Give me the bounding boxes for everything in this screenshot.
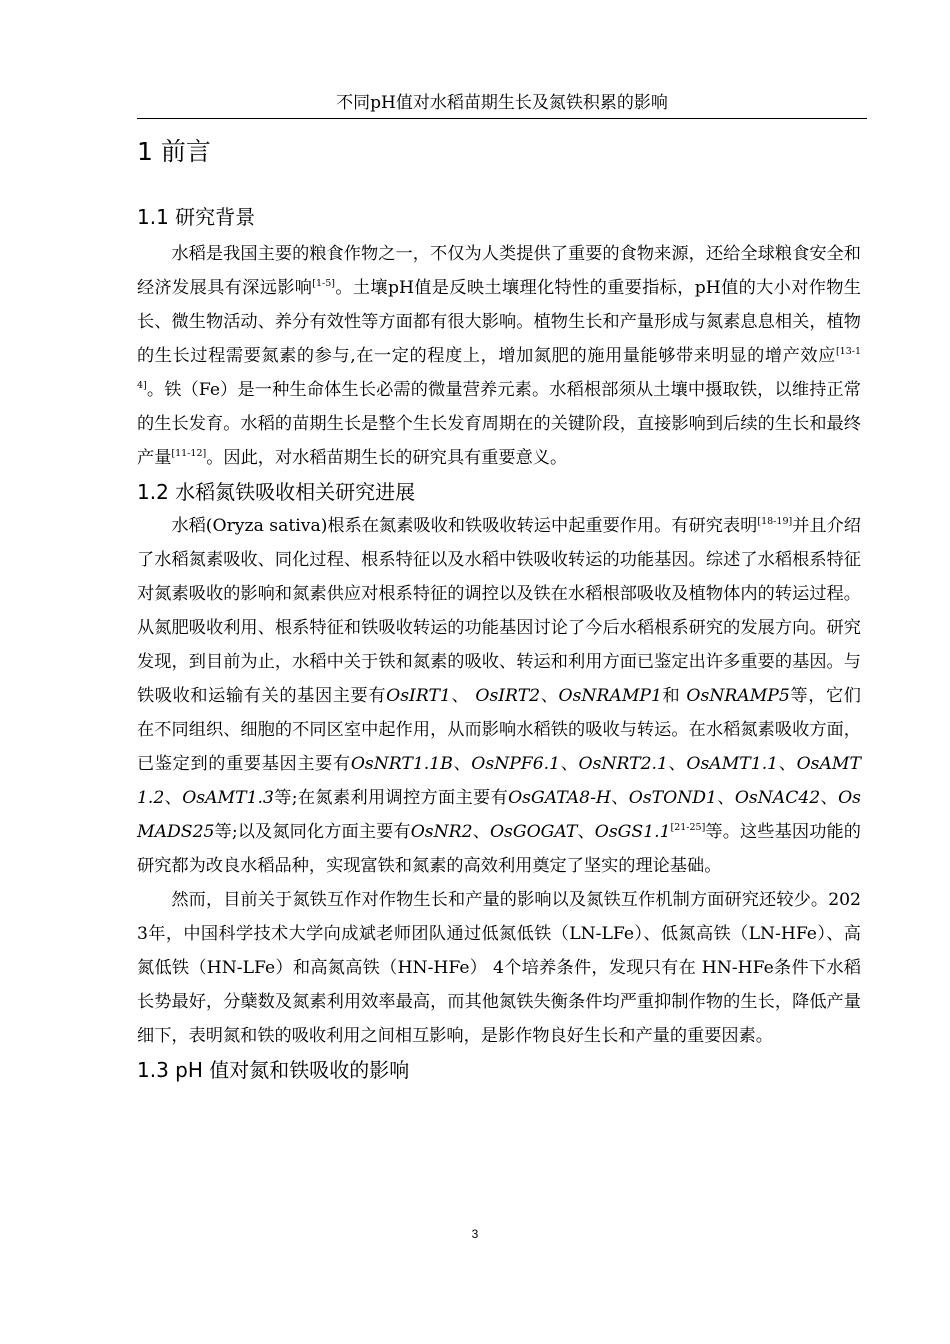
separator: 、: [540, 686, 559, 706]
paragraph-nitrogen-iron-genes: [137, 509, 861, 883]
separator: 、: [577, 822, 595, 842]
citation-ref: [18-19]: [757, 516, 793, 527]
text-run: 等;以及氮同化方面主要有: [214, 822, 411, 842]
text-run: 等。这些基因功能的研究都为改良水稻品种，实现富铁和氮素的高效利用奠定了坚实的理论基础。: [137, 822, 861, 876]
separator: 、: [164, 788, 183, 808]
citation-ref: [1-5]: [312, 278, 336, 289]
separator: 、: [820, 788, 839, 808]
gene-name: OsIRT1: [386, 686, 451, 706]
separator: 和: [661, 686, 687, 706]
gene-name: OsNRT1.1B: [350, 754, 453, 774]
paragraph-research-background: [137, 237, 861, 475]
text-run: 并且介绍了水稻氮素吸收、同化过程、根系特征以及水稻中铁吸收转运的功能基因。综述了水稻根系特征对氮素吸收的影响和氮素供应对根系特征的调控以及铁在水稻根部吸收及植物体内的转运过程。从氮肥吸收利用、根系特征和铁吸收转运的功能基因讨论了今后水稻根系研究的发展方向。研究发现，到目前为止，水稻中关于铁和氮素的吸收、转运和利用方面已鉴定出许多重要的基因。与铁吸收和运输有关的基因主要有: [137, 516, 861, 706]
citation-ref: [13-14]: [137, 346, 861, 391]
separator: 、: [472, 822, 490, 842]
gene-name: OsNAC42: [734, 788, 821, 808]
text-run: 。因此，对水稻苗期生长的研究具有重要意义。: [206, 448, 568, 468]
separator: 、: [560, 754, 579, 774]
gene-name: OsMADS25: [137, 788, 861, 842]
text-run: 。土壤pH值是反映土壤理化特性的重要指标，pH值的大小对作物生长、微生物活动、养分有效性等方面都有很大影响。植物生长和产量形成与氮素息息相关，植物的生长过程需要氮素的参与,在一定的程度上，增加氮肥的施用量能够带来明显的增产效应: [137, 278, 861, 366]
section-heading-1-1: 1.1 研究背景: [137, 205, 256, 229]
separator: 、: [450, 686, 476, 706]
citation-ref: [11-12]: [171, 448, 207, 459]
gene-name: OsGATA8-H: [508, 788, 611, 808]
text-run: 。铁（Fe）是一种生命体生长必需的微量营养元素。水稻根部须从土壤中摄取铁，以维持正常的生长发育。水稻的苗期生长是整个生长发育周期在的关键阶段，直接影响到后续的生长和最终产量: [137, 380, 861, 468]
gene-name: OsAMT1.2: [137, 754, 861, 808]
page-number: 3: [471, 1227, 479, 1241]
separator: 、: [667, 754, 687, 774]
gene-name: OsNRAMP5: [686, 686, 790, 706]
separator: 、: [452, 754, 472, 774]
running-header: [137, 92, 867, 119]
gene-name: OsGOGAT: [489, 822, 578, 842]
text-run: 等，它们在不同组织、细胞的不同区室中起作用，从而影响水稻铁的吸收与转运。在水稻氮素吸收方面，已鉴定到的重要基因主要有: [137, 686, 861, 774]
page-body: [137, 132, 861, 1087]
citation-ref: [21-25]: [670, 822, 706, 833]
gene-name: OsTOND1: [628, 788, 717, 808]
gene-name: OsNR2: [410, 822, 473, 842]
text-run: 等;在氮素利用调控方面主要有: [273, 788, 509, 808]
gene-name: OsAMT1.3: [182, 788, 274, 808]
section-heading-1-3: 1.3 pH 值对氮和铁吸收的影响: [137, 1058, 410, 1082]
paragraph-nitrogen-iron-interaction: 然而，目前关于氮铁互作对作物生长和产量的影响以及氮铁互作机制方面研究还较少。2023年，中国科学技术大学向成斌老师团队通过低氮低铁（LN-LFe）、低氮高铁（LN-HFe）、高氮低铁（HN-LFe）和高氮高铁（HN-HFe） 4个培养条件，发现只有在 HN-HFe条件下水稻长势最好，分蘖数及氮素利用效率最高，而其他氮铁失衡条件均严重抑制作物的生长，降低产量细下，表明氮和铁的吸收利用之间相互影响，是影作物良好生长和产量的重要因素。: [137, 890, 861, 1046]
separator: 、: [716, 788, 735, 808]
separator: 、: [610, 788, 629, 808]
gene-name: OsNPF6.1: [471, 754, 561, 774]
gene-name: OsGS1.1: [594, 822, 671, 842]
gene-name: OsIRT2: [475, 686, 541, 706]
text-run: 水稻(Oryza sativa)根系在氮素吸收和铁吸收转运中起重要作用。有研究表明: [171, 516, 758, 536]
section-heading-1-2: 1.2 水稻氮铁吸收相关研究进展: [137, 480, 416, 504]
separator: 、: [778, 754, 797, 774]
chapter-title: 1 前言: [137, 137, 211, 166]
gene-name: OsAMT1.1: [686, 754, 779, 774]
gene-name: OsNRT2.1: [578, 754, 668, 774]
text-run: 水稻是我国主要的粮食作物之一，不仅为人类提供了重要的食物来源，还给全球粮食安全和经济发展具有深远影响: [137, 244, 861, 298]
running-title: 不同pH值对水稻苗期生长及氮铁积累的影响: [336, 93, 668, 113]
gene-name: OsNRAMP1: [558, 686, 662, 706]
